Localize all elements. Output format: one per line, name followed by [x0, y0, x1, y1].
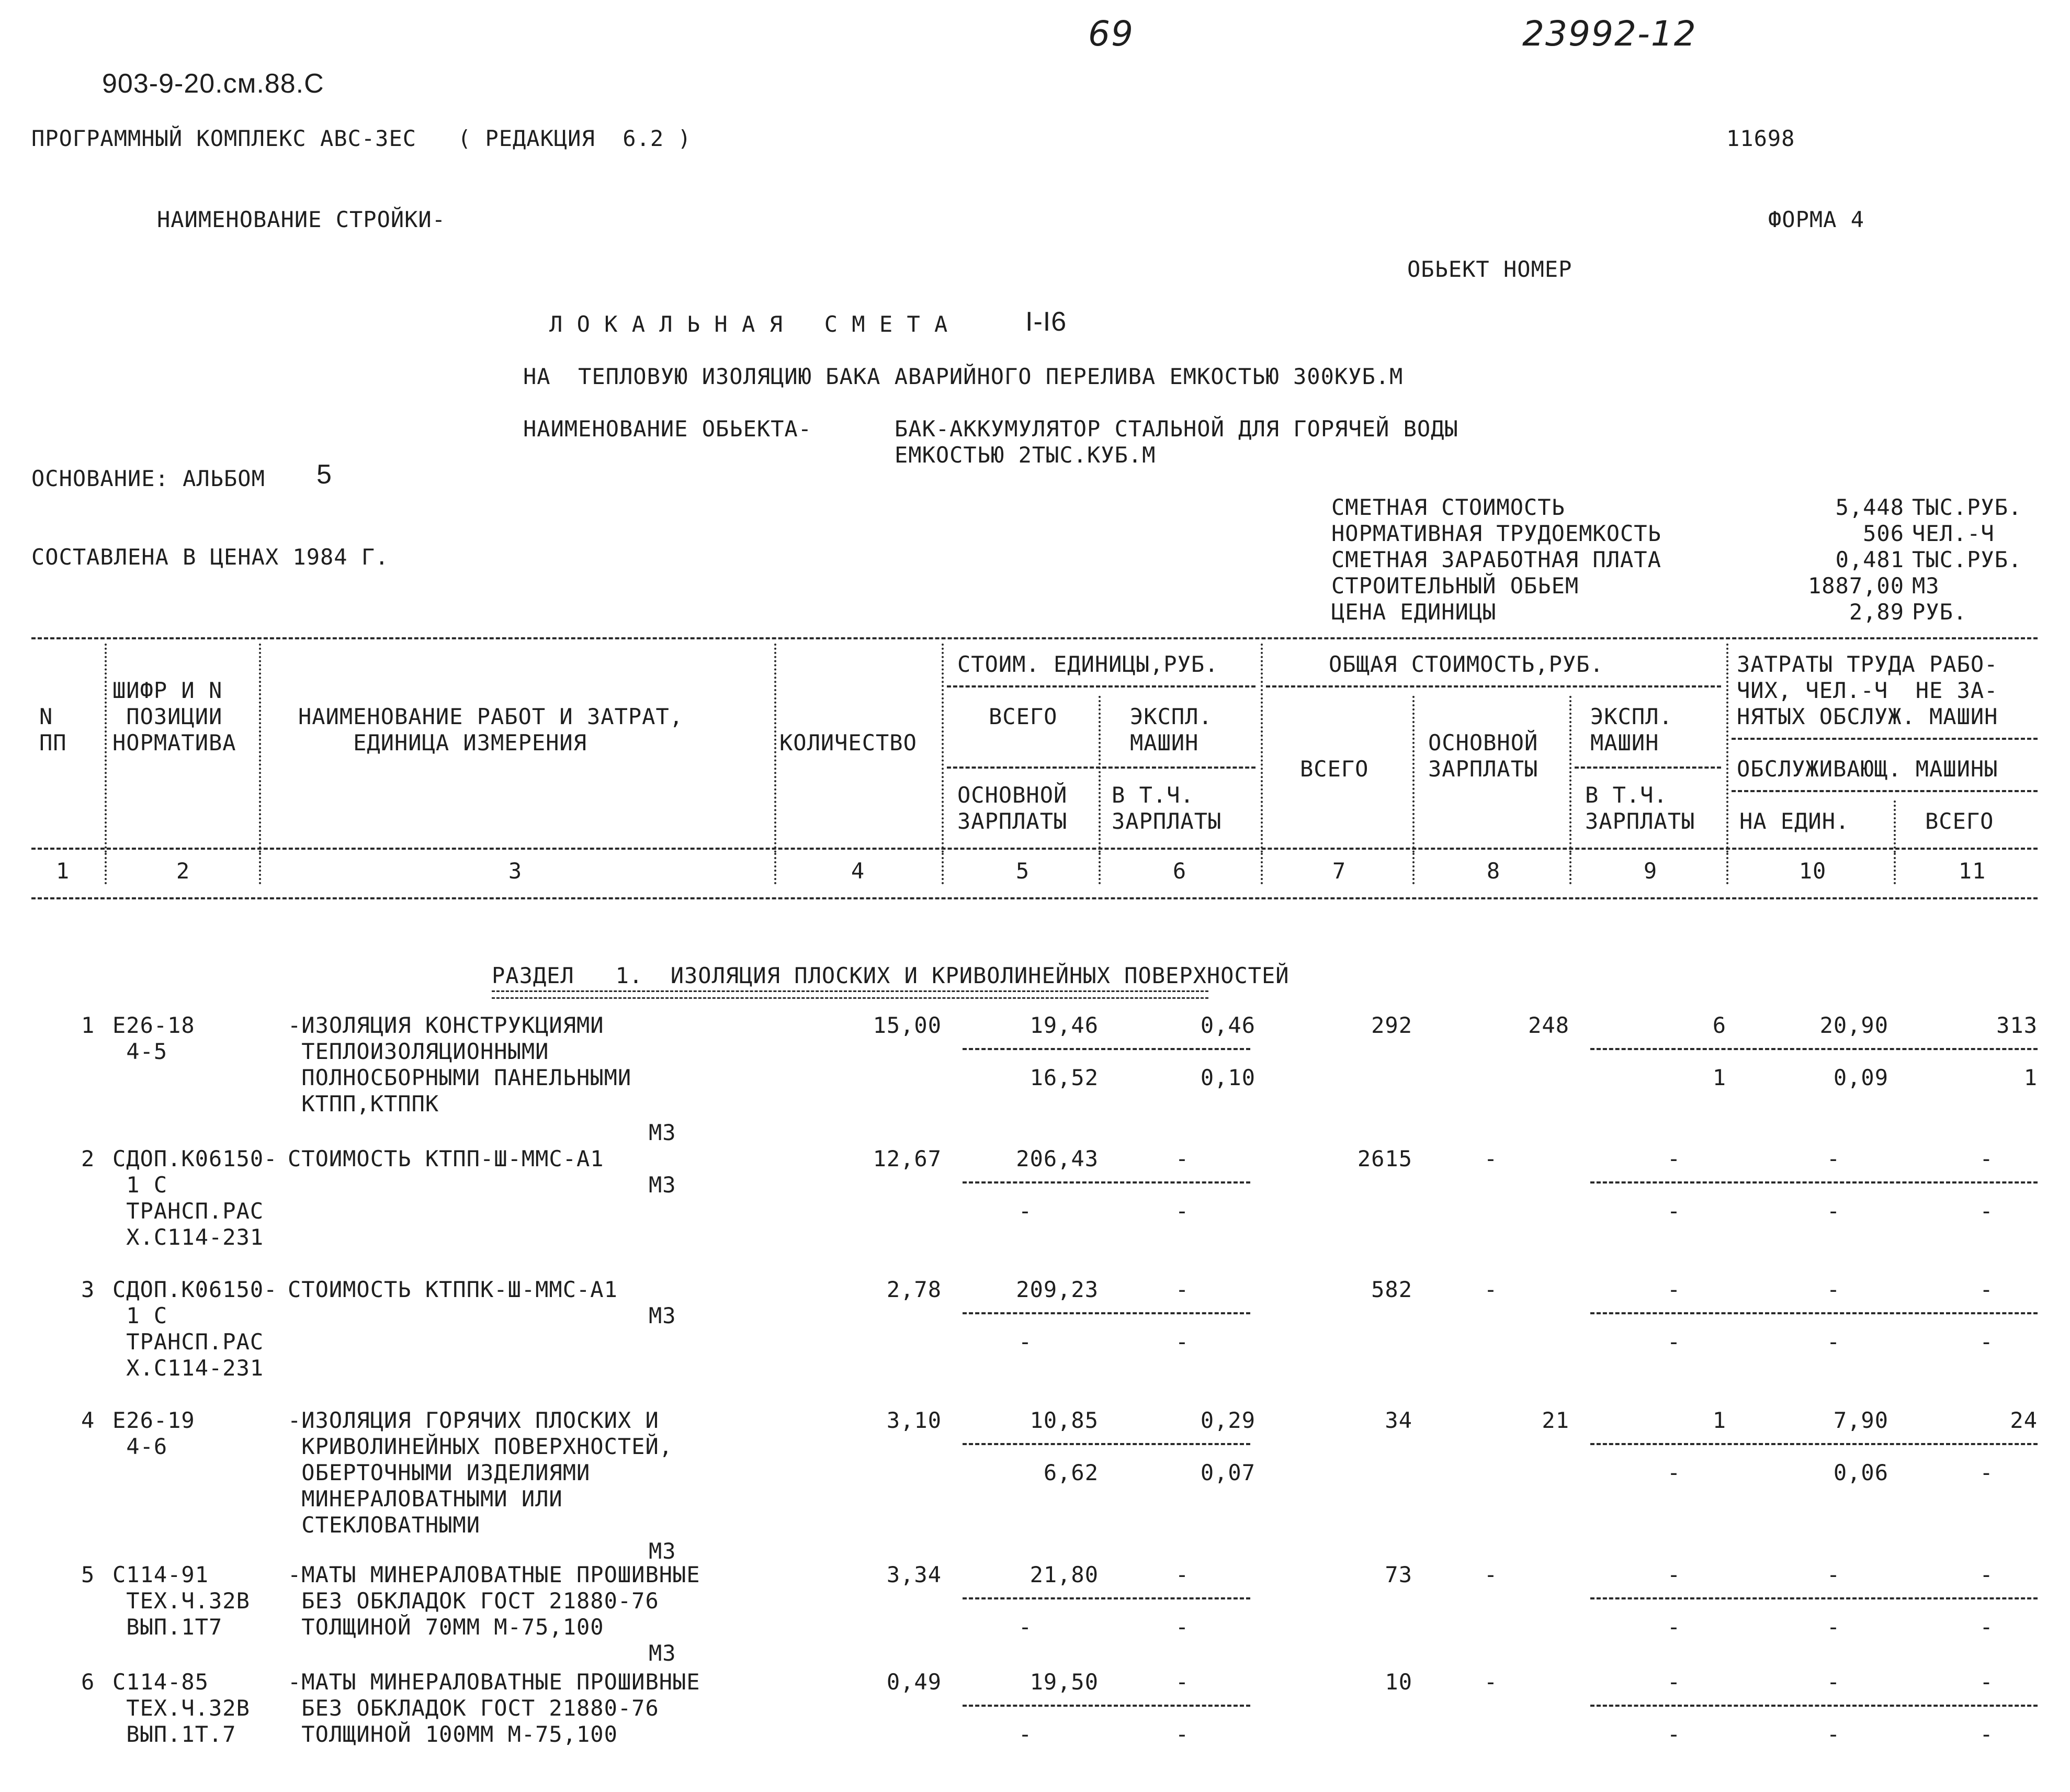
row-unit-machines: - — [1175, 1669, 1190, 1695]
row-code: С114-91 ТЕХ.Ч.32В ВЫП.1Т7 — [112, 1562, 250, 1640]
row-name: -МАТЫ МИНЕРАЛОВАТНЫЕ ПРОШИВНЫЕ БЕЗ ОБКЛАДОК ГОСТ 21880-76 ТОЛЩИНОЙ 100ММ М-75,100 — [288, 1669, 700, 1747]
estimate-subject: НА ТЕПЛОВУЮ ИЗОЛЯЦИЮ БАКА АВАРИЙНОГО ПЕРЕЛИВА ЕМКОСТЬЮ 300КУБ.М — [523, 364, 1404, 389]
summary-value: 506 — [1863, 521, 1904, 546]
header-total-all: ВСЕГО — [1300, 756, 1369, 782]
column-separator — [774, 644, 776, 853]
row-split-rule — [1590, 1312, 2038, 1314]
row-labor-total: - — [1979, 1562, 1994, 1587]
row-code: Е26-18 4-5 — [112, 1012, 195, 1064]
form-label: ФОРМА 4 — [1768, 207, 1865, 232]
estimate-title: Л О К А Л Ь Н А Я С М Е Т А — [549, 311, 948, 337]
row-labor-total: 313 — [1996, 1012, 2038, 1038]
column-separator — [1894, 801, 1896, 853]
summary-unit: М3 — [1912, 573, 1940, 599]
row-unit-machine-wage: 0,10 — [1200, 1065, 1255, 1090]
row-unit-machine-wage: - — [1175, 1329, 1190, 1355]
row-total-machine-wage: - — [1667, 1614, 1681, 1640]
row-labor-total-machines: - — [1979, 1329, 1994, 1355]
row-unit-wage: 6,62 — [1043, 1460, 1099, 1485]
row-unit: М3 — [649, 1172, 676, 1198]
row-unit-wage: - — [1018, 1721, 1033, 1747]
row-total: 10 — [1385, 1669, 1412, 1695]
row-unit-total: 10,85 — [1030, 1407, 1099, 1433]
row-total-wage: 21 — [1542, 1407, 1569, 1433]
row-labor-unit-machines: - — [1826, 1721, 1841, 1747]
header-total-cost: ОБЩАЯ СТОИМОСТЬ,РУБ. — [1329, 651, 1604, 677]
header-inner-rule — [1266, 685, 1721, 688]
row-labor-unit: - — [1826, 1669, 1841, 1695]
row-labor-total-machines: 1 — [2023, 1065, 2038, 1090]
row-name: -ИЗОЛЯЦИЯ ГОРЯЧИХ ПЛОСКИХ И КРИВОЛИНЕЙНЫХ ПОВЕРХНОСТЕЙ, ОБЕРТОЧНЫМИ ИЗДЕЛИЯМИ МИНЕРАЛОВАТНЫМИ ИЛИ СТЕКЛОВАТНЫМИ — [288, 1407, 673, 1538]
row-code: Е26-19 4-6 — [112, 1407, 195, 1459]
row-quantity: 2,78 — [886, 1277, 942, 1302]
row-unit-machines: - — [1175, 1562, 1190, 1587]
row-labor-total: - — [1979, 1146, 1994, 1171]
row-number: 4 — [81, 1407, 95, 1433]
header-inner-rule — [1732, 790, 2038, 792]
summary-value: 2,89 — [1849, 599, 1904, 625]
header-inner-rule — [1575, 767, 1721, 769]
construction-site-label: НАИМЕНОВАНИЕ СТРОЙКИ- — [157, 207, 446, 232]
header-inner-rule — [947, 767, 1255, 769]
row-name: СТОИМОСТЬ КТППК-Ш-ММС-А1 — [288, 1277, 618, 1302]
header-inner-rule — [947, 685, 1255, 688]
row-labor-total: - — [1979, 1277, 1994, 1302]
row-labor-unit-machines: - — [1826, 1198, 1841, 1224]
column-number: 5 — [1015, 858, 1030, 884]
row-labor-unit-machines: 0,06 — [1833, 1460, 1888, 1485]
column-number: 6 — [1172, 858, 1187, 884]
row-unit-wage: - — [1018, 1198, 1033, 1224]
summary-value: 1887,00 — [1807, 573, 1904, 599]
page-number: 69 — [1088, 14, 1134, 54]
summary-label: СМЕТНАЯ СТОИМОСТЬ — [1331, 494, 1565, 520]
header-unit-machine-wage: В Т.Ч. ЗАРПЛАТЫ — [1112, 782, 1222, 834]
column-number: 11 — [1958, 858, 1986, 884]
row-total-machine-wage: - — [1667, 1198, 1681, 1224]
header-unit-machines: ЭКСПЛ. МАШИН — [1130, 704, 1213, 756]
row-total-wage: - — [1484, 1562, 1498, 1587]
column-separator — [1726, 644, 1728, 853]
row-labor-unit: - — [1826, 1146, 1841, 1171]
project-reference: 903-9-20.см.88.С — [102, 69, 324, 99]
row-unit-total: 209,23 — [1016, 1277, 1099, 1302]
column-number: 10 — [1798, 858, 1827, 884]
column-separator — [942, 644, 944, 853]
summary-label: НОРМАТИВНАЯ ТРУДОЕМКОСТЬ — [1331, 521, 1661, 546]
row-split-rule — [963, 1705, 1250, 1707]
column-separator — [1261, 644, 1263, 853]
row-unit-total: 206,43 — [1016, 1146, 1099, 1171]
row-code: С114-85 ТЕХ.Ч.32В ВЫП.1Т.7 — [112, 1669, 250, 1747]
summary-unit: РУБ. — [1912, 599, 1967, 625]
column-separator — [1412, 853, 1415, 884]
row-labor-unit-machines: 0,09 — [1833, 1065, 1888, 1090]
column-number: 9 — [1643, 858, 1658, 884]
column-separator — [942, 853, 944, 884]
section-title: РАЗДЕЛ 1. ИЗОЛЯЦИЯ ПЛОСКИХ И КРИВОЛИНЕЙНЫХ ПОВЕРХНОСТЕЙ — [492, 963, 1289, 988]
program-title: ПРОГРАММНЫЙ КОМПЛЕКС АВС-3ЕС ( РЕДАКЦИЯ 6.2 ) — [31, 126, 692, 151]
header-inner-rule — [1732, 738, 2038, 740]
row-total-machine-wage: - — [1667, 1329, 1681, 1355]
column-number: 7 — [1332, 858, 1347, 884]
row-code: СДОП.К06150- 1 С ТРАНСП.РАС Х.С114-231 — [112, 1277, 278, 1381]
object-name-line-1: БАК-АККУМУЛЯТОР СТАЛЬНОЙ ДЛЯ ГОРЯЧЕЙ ВОДЫ — [895, 416, 1458, 442]
row-total-wage: 248 — [1528, 1012, 1569, 1038]
row-split-rule — [1590, 1443, 2038, 1445]
row-total-wage: - — [1484, 1277, 1498, 1302]
row-total: 34 — [1385, 1407, 1412, 1433]
header-total-wage: ОСНОВНОЙ ЗАРПЛАТЫ — [1428, 730, 1539, 782]
row-total-wage: - — [1484, 1669, 1498, 1695]
row-quantity: 15,00 — [873, 1012, 942, 1038]
row-unit-machine-wage: - — [1175, 1614, 1190, 1640]
row-labor-total-machines: - — [1979, 1721, 1994, 1747]
row-total-machine-wage: 1 — [1712, 1065, 1726, 1090]
header-top-rule — [31, 637, 2038, 639]
row-unit: М3 — [649, 1120, 676, 1145]
row-unit-wage: - — [1018, 1329, 1033, 1355]
summary-value: 5,448 — [1835, 494, 1904, 520]
row-unit: М3 — [649, 1303, 676, 1328]
column-number: 4 — [851, 858, 865, 884]
row-quantity: 12,67 — [873, 1146, 942, 1171]
column-separator — [774, 853, 776, 884]
column-separator — [1261, 853, 1263, 884]
header-labor-unit: НА ЕДИН. — [1739, 808, 1850, 834]
header-unit-cost: СТОИМ. ЕДИНИЦЫ,РУБ. — [957, 651, 1219, 677]
price-level-label: СОСТАВЛЕНА В ЦЕНАХ 1984 Г. — [31, 544, 389, 570]
header-unit-wage: ОСНОВНОЙ ЗАРПЛАТЫ — [957, 782, 1068, 834]
summary-unit: ТЫС.РУБ. — [1912, 547, 2022, 572]
row-labor-unit: - — [1826, 1277, 1841, 1302]
header-col-3: НАИМЕНОВАНИЕ РАБОТ И ЗАТРАТ, ЕДИНИЦА ИЗМЕРЕНИЯ — [298, 704, 684, 756]
summary-unit: ТЫС.РУБ. — [1912, 494, 2022, 520]
row-unit-machines: - — [1175, 1146, 1190, 1171]
row-labor-unit: 7,90 — [1833, 1407, 1888, 1433]
header-bottom-rule — [31, 897, 2038, 899]
column-number: 1 — [55, 858, 70, 884]
column-number: 2 — [176, 858, 190, 884]
row-total-machines: - — [1667, 1146, 1681, 1171]
document-code: 23992-12 — [1522, 14, 1697, 54]
object-name-line-2: ЕМКОСТЬЮ 2ТЫС.КУБ.М — [895, 442, 1156, 468]
row-total-machine-wage: - — [1667, 1460, 1681, 1485]
row-unit-total: 19,50 — [1030, 1669, 1099, 1695]
summary-unit: ЧЕЛ.-Ч — [1912, 521, 1995, 546]
column-separator — [1412, 696, 1415, 853]
column-separator — [105, 853, 107, 884]
row-code: СДОП.К06150- 1 С ТРАНСП.РАС Х.С114-231 — [112, 1146, 278, 1250]
row-labor-unit: 20,90 — [1819, 1012, 1888, 1038]
summary-value: 0,481 — [1835, 547, 1904, 572]
header-labor: ЗАТРАТЫ ТРУДА РАБО- ЧИХ, ЧЕЛ.-Ч НЕ ЗА- НЯТЫХ ОБСЛУЖ. МАШИН — [1737, 651, 1998, 729]
row-total-machine-wage: - — [1667, 1721, 1681, 1747]
column-separator — [1099, 853, 1101, 884]
row-number: 5 — [81, 1562, 95, 1587]
row-number: 1 — [81, 1012, 95, 1038]
estimate-number: I-I6 — [1025, 307, 1067, 337]
row-unit: М3 — [649, 1538, 676, 1564]
row-name: -МАТЫ МИНЕРАЛОВАТНЫЕ ПРОШИВНЫЕ БЕЗ ОБКЛАДОК ГОСТ 21880-76 ТОЛЩИНОЙ 70ММ М-75,100 — [288, 1562, 700, 1640]
header-col-2: ШИФР И N ПОЗИЦИИ НОРМАТИВА — [112, 678, 236, 756]
row-unit-wage: 16,52 — [1030, 1065, 1099, 1090]
row-labor-unit-machines: - — [1826, 1614, 1841, 1640]
row-unit-machine-wage: 0,07 — [1200, 1460, 1255, 1485]
row-total-machines: - — [1667, 1277, 1681, 1302]
header-col-4: КОЛИЧЕСТВО — [779, 730, 917, 756]
summary-label: СМЕТНАЯ ЗАРАБОТНАЯ ПЛАТА — [1331, 547, 1661, 572]
row-total-machines: 6 — [1712, 1012, 1726, 1038]
row-split-rule — [963, 1181, 1250, 1184]
column-separator — [105, 644, 107, 853]
row-split-rule — [963, 1597, 1250, 1599]
column-separator — [1726, 853, 1728, 884]
column-separator — [1894, 853, 1896, 884]
row-unit-machines: - — [1175, 1277, 1190, 1302]
header-number-rule — [31, 848, 2038, 850]
row-number: 3 — [81, 1277, 95, 1302]
row-labor-unit-machines: - — [1826, 1329, 1841, 1355]
row-labor-total-machines: - — [1979, 1198, 1994, 1224]
row-unit-machines: 0,29 — [1200, 1407, 1255, 1433]
row-split-rule — [963, 1443, 1250, 1445]
row-unit-machine-wage: - — [1175, 1198, 1190, 1224]
column-number: 8 — [1486, 858, 1501, 884]
row-split-rule — [963, 1312, 1250, 1314]
row-split-rule — [963, 1048, 1250, 1050]
column-number: 3 — [508, 858, 523, 884]
row-name: -ИЗОЛЯЦИЯ КОНСТРУКЦИЯМИ ТЕПЛОИЗОЛЯЦИОННЫМИ ПОЛНОСБОРНЫМИ ПАНЕЛЬНЫМИ КТПП,КТППК — [288, 1012, 632, 1117]
program-number: 11698 — [1726, 126, 1795, 151]
row-total: 582 — [1371, 1277, 1412, 1302]
row-split-rule — [1590, 1705, 2038, 1707]
row-unit-total: 19,46 — [1030, 1012, 1099, 1038]
row-labor-total: - — [1979, 1669, 1994, 1695]
row-labor-unit: - — [1826, 1562, 1841, 1587]
section-underline — [492, 990, 1208, 999]
header-total-machine-wage: В Т.Ч. ЗАРПЛАТЫ — [1585, 782, 1695, 834]
row-total-machines: - — [1667, 1562, 1681, 1587]
row-number: 2 — [81, 1146, 95, 1171]
row-number: 6 — [81, 1669, 95, 1695]
column-separator — [1569, 696, 1571, 853]
object-number-label: ОБЬЕКТ НОМЕР — [1407, 256, 1573, 282]
header-col-1: N ПП — [39, 704, 67, 756]
row-total: 292 — [1371, 1012, 1412, 1038]
column-separator — [259, 853, 261, 884]
header-labor-machines: ОБСЛУЖИВАЮЩ. МАШИНЫ — [1737, 756, 1998, 782]
row-split-rule — [1590, 1597, 2038, 1599]
row-quantity: 3,34 — [886, 1562, 942, 1587]
row-quantity: 3,10 — [886, 1407, 942, 1433]
row-total-machines: - — [1667, 1669, 1681, 1695]
column-separator — [1099, 696, 1101, 853]
row-labor-total-machines: - — [1979, 1460, 1994, 1485]
summary-label: ЦЕНА ЕДИНИЦЫ — [1331, 599, 1497, 625]
row-total: 73 — [1385, 1562, 1412, 1587]
row-name: СТОИМОСТЬ КТПП-Ш-ММС-А1 — [288, 1146, 604, 1171]
column-separator — [259, 644, 261, 853]
basis-label: ОСНОВАНИЕ: АЛЬБОМ — [31, 466, 265, 491]
row-total-machines: 1 — [1712, 1407, 1726, 1433]
header-unit-total: ВСЕГО — [989, 704, 1058, 729]
header-total-machines: ЭКСПЛ. МАШИН — [1590, 704, 1673, 756]
summary-label: СТРОИТЕЛЬНЫЙ ОБЬЕМ — [1331, 573, 1579, 599]
row-unit-machine-wage: - — [1175, 1721, 1190, 1747]
object-name-label: НАИМЕНОВАНИЕ ОБЬЕКТА- — [523, 416, 812, 442]
column-separator — [1569, 853, 1571, 884]
row-split-rule — [1590, 1048, 2038, 1050]
row-total-wage: - — [1484, 1146, 1498, 1171]
header-labor-total: ВСЕГО — [1925, 808, 1994, 834]
row-unit-wage: - — [1018, 1614, 1033, 1640]
row-unit: М3 — [649, 1640, 676, 1666]
basis-number: 5 — [316, 459, 332, 490]
row-labor-total: 24 — [2010, 1407, 2038, 1433]
row-unit-machines: 0,46 — [1200, 1012, 1255, 1038]
row-quantity: 0,49 — [886, 1669, 942, 1695]
row-split-rule — [1590, 1181, 2038, 1184]
row-total: 2615 — [1357, 1146, 1412, 1171]
row-unit-total: 21,80 — [1030, 1562, 1099, 1587]
row-labor-total-machines: - — [1979, 1614, 1994, 1640]
